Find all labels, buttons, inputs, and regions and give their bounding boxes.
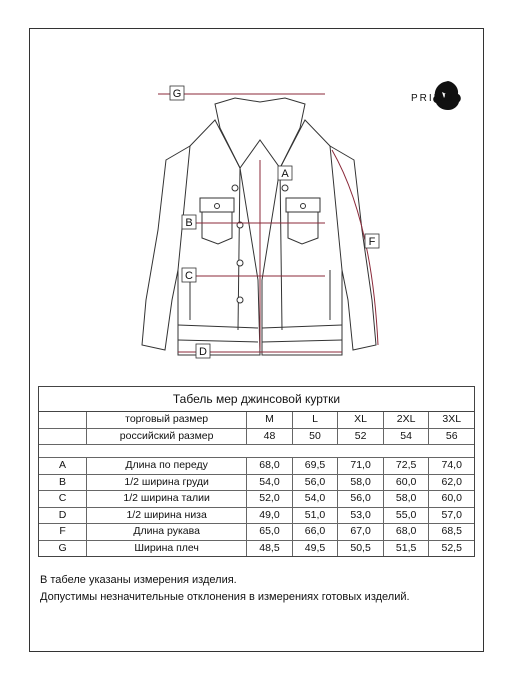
measure-value: 49,5 bbox=[292, 541, 338, 557]
label-b: B bbox=[185, 217, 193, 229]
measure-value: 68,0 bbox=[383, 524, 429, 540]
measure-code: D bbox=[58, 508, 67, 521]
measure-value: 52,0 bbox=[246, 491, 292, 507]
measure-value: 54,0 bbox=[246, 475, 292, 491]
measure-value: 48,5 bbox=[246, 541, 292, 557]
jacket-diagram bbox=[110, 80, 410, 380]
measure-value: 68,0 bbox=[246, 458, 292, 474]
empty-cell bbox=[39, 412, 86, 428]
measure-value: 60,0 bbox=[428, 491, 474, 507]
measure-value: 68,5 bbox=[428, 524, 474, 540]
table-row bbox=[39, 540, 474, 557]
measure-label: Длина рукава bbox=[86, 524, 246, 540]
trade-size-row bbox=[39, 412, 474, 428]
measure-value: 74,0 bbox=[428, 458, 474, 474]
label-c: C bbox=[185, 270, 193, 282]
note-line: В табеле указаны измерения изделия. bbox=[40, 574, 237, 586]
measure-value: 49,0 bbox=[246, 508, 292, 524]
measure-value: 54,0 bbox=[292, 491, 338, 507]
table-row bbox=[39, 507, 474, 524]
size-header: 3XL bbox=[428, 412, 474, 428]
size-table bbox=[38, 386, 475, 557]
measure-value: 67,0 bbox=[337, 524, 383, 540]
measure-code: A bbox=[59, 459, 67, 471]
measure-value: 65,0 bbox=[246, 524, 292, 540]
size-header: 2XL bbox=[383, 412, 429, 428]
measure-value: 51,0 bbox=[292, 508, 338, 524]
measure-value: 56,0 bbox=[337, 491, 383, 507]
measure-value: 71,0 bbox=[337, 458, 383, 474]
ru-size: 56 bbox=[428, 429, 474, 445]
trade-size-label: торговый размер bbox=[86, 412, 246, 428]
measure-value: 57,0 bbox=[428, 508, 474, 524]
size-header: M bbox=[246, 412, 292, 428]
table-row bbox=[39, 490, 474, 507]
measure-value: 56,0 bbox=[292, 475, 338, 491]
label-f: F bbox=[368, 236, 376, 248]
russian-size-row bbox=[39, 428, 474, 445]
measure-value: 58,0 bbox=[383, 491, 429, 507]
label-g: G bbox=[172, 88, 182, 100]
measure-label: 1/2 ширина низа bbox=[86, 508, 246, 524]
brand-name: PRIMM bbox=[411, 93, 455, 104]
measure-label: Ширина плеч bbox=[86, 541, 246, 557]
measure-value: 51,5 bbox=[383, 541, 429, 557]
measure-label: 1/2 ширина талии bbox=[86, 491, 246, 507]
note-line: Допустимы незначительные отклонения в измерениях готовых изделий. bbox=[40, 591, 410, 603]
size-header: XL bbox=[337, 412, 383, 428]
label-a: A bbox=[281, 168, 289, 180]
measure-value: 62,0 bbox=[428, 475, 474, 491]
table-row bbox=[39, 523, 474, 540]
measure-code: G bbox=[58, 541, 67, 554]
ru-size: 48 bbox=[246, 429, 292, 445]
measure-value: 60,0 bbox=[383, 475, 429, 491]
ru-size: 52 bbox=[337, 429, 383, 445]
measure-code: F bbox=[59, 525, 66, 537]
table-spacer bbox=[39, 444, 474, 457]
ru-size: 50 bbox=[292, 429, 338, 445]
measure-label: Длина по переду bbox=[86, 458, 246, 474]
russian-size-label: российский размер bbox=[86, 429, 246, 445]
measure-value: 72,5 bbox=[383, 458, 429, 474]
ru-size: 54 bbox=[383, 429, 429, 445]
table-row bbox=[39, 457, 474, 474]
measure-value: 69,5 bbox=[292, 458, 338, 474]
measure-label: 1/2 ширина груди bbox=[86, 475, 246, 491]
measure-value: 66,0 bbox=[292, 524, 338, 540]
measure-value: 53,0 bbox=[337, 508, 383, 524]
measure-code: B bbox=[59, 475, 67, 488]
table-row bbox=[39, 474, 474, 491]
measure-value: 58,0 bbox=[337, 475, 383, 491]
label-d: D bbox=[199, 346, 207, 358]
notes bbox=[40, 572, 410, 606]
size-header: L bbox=[292, 412, 338, 428]
measure-value: 52,5 bbox=[428, 541, 474, 557]
measure-value: 50,5 bbox=[337, 541, 383, 557]
measure-code: C bbox=[58, 492, 67, 504]
empty-cell bbox=[39, 429, 86, 445]
measure-value: 55,0 bbox=[383, 508, 429, 524]
table-title: Табель мер джинсовой куртки bbox=[39, 387, 474, 412]
